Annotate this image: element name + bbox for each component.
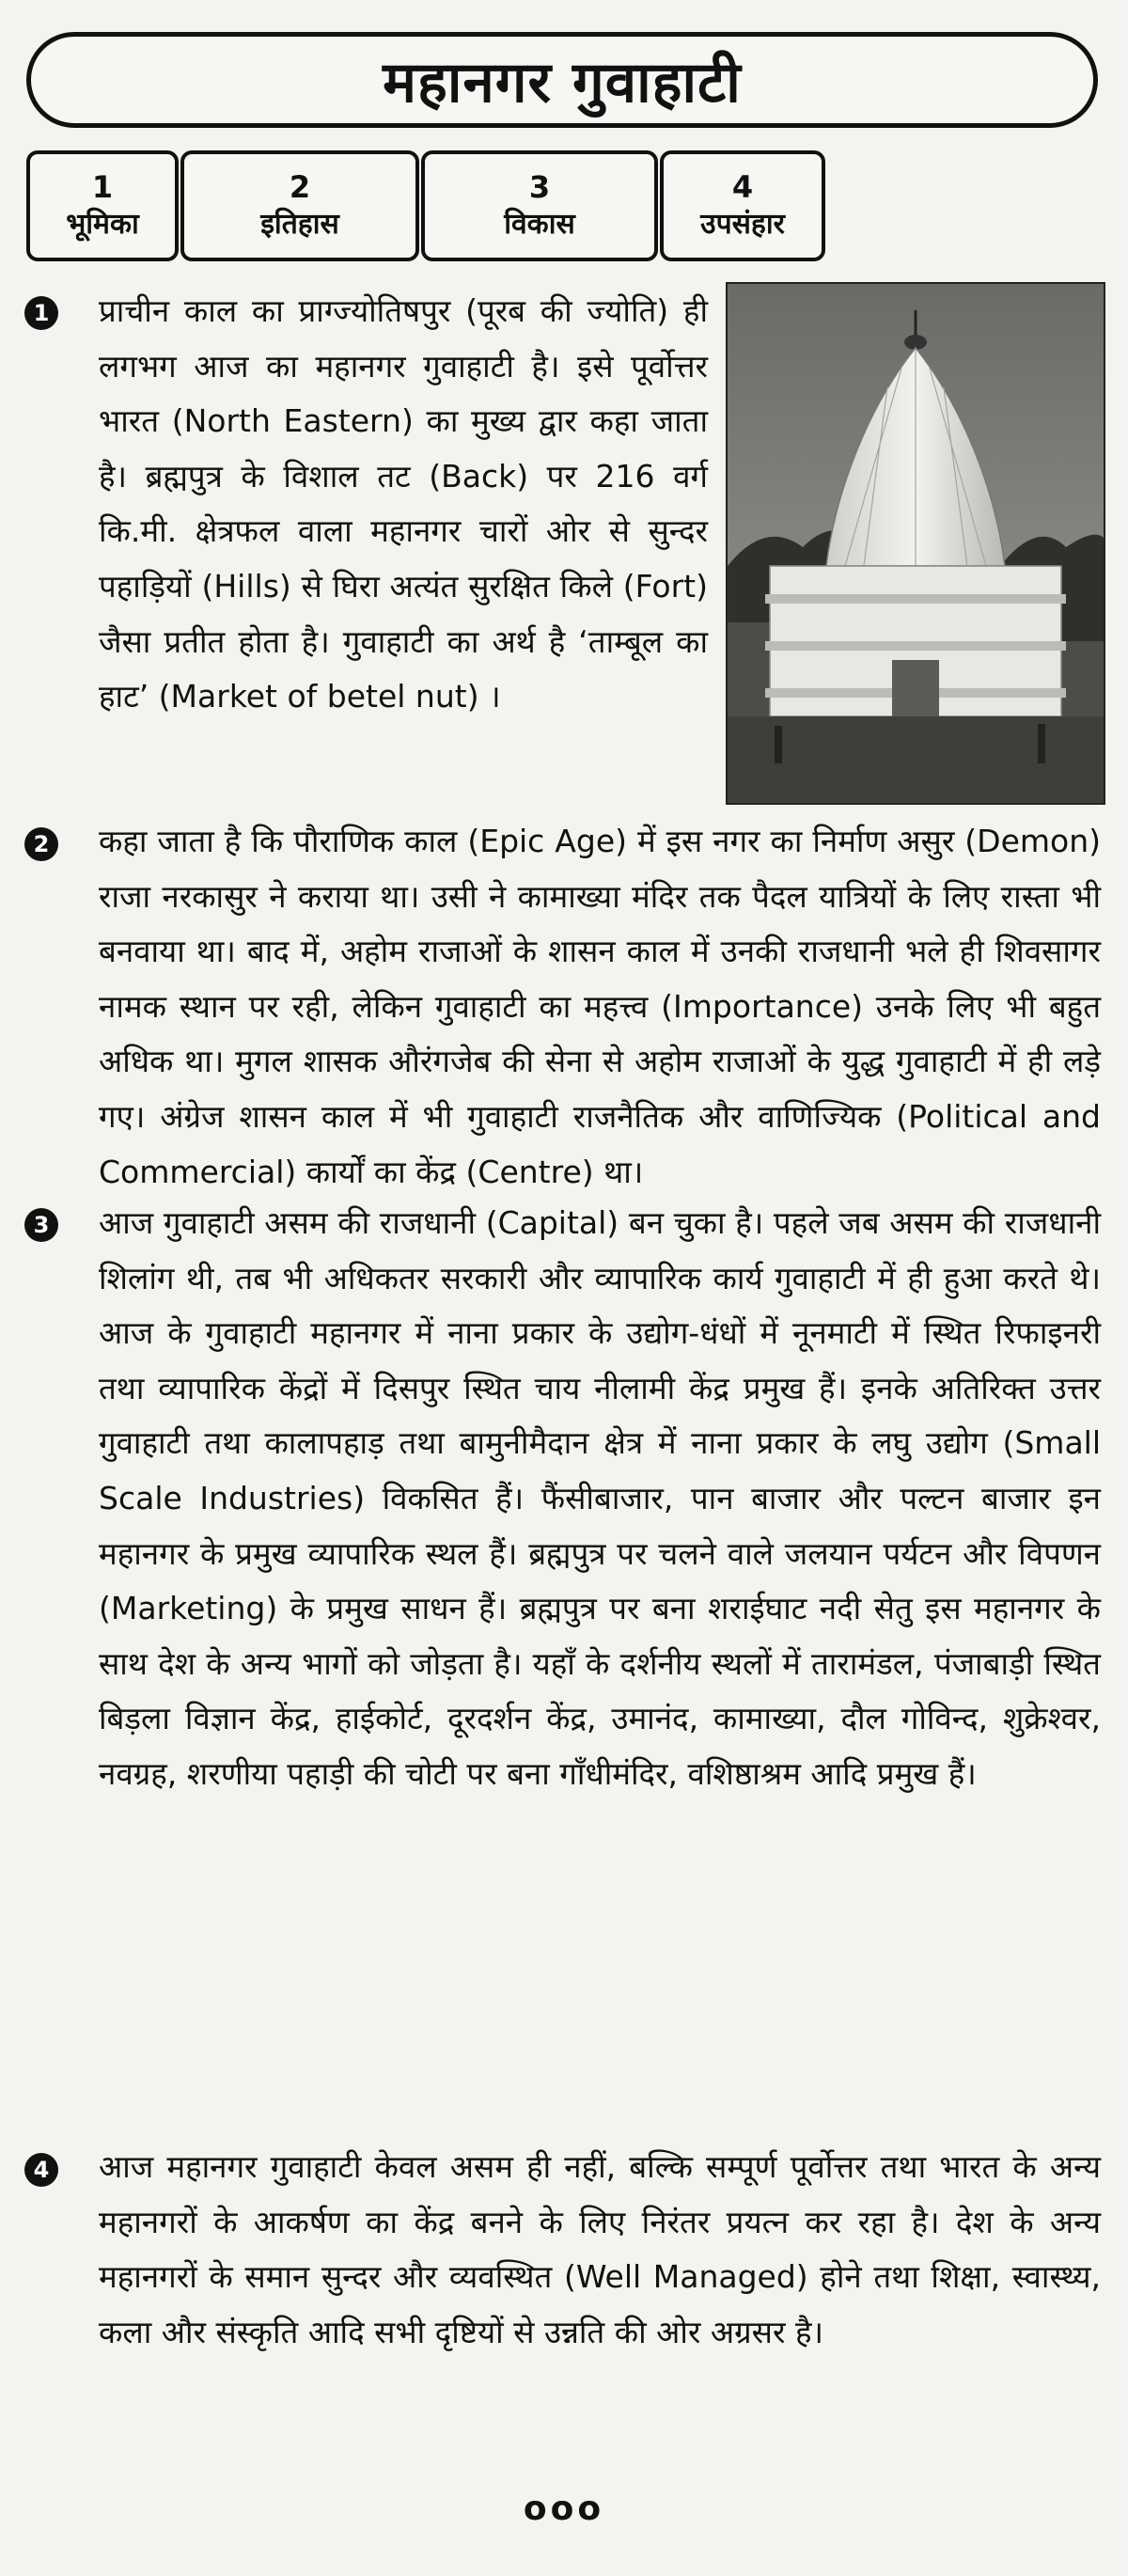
tab-number: 1: [91, 168, 114, 205]
tab-number: 2: [289, 168, 311, 205]
tab-label: विकास: [504, 207, 575, 241]
paragraph-marker-2: 2: [24, 827, 58, 861]
paragraph-marker-1: 1: [24, 296, 58, 330]
paragraph-3: आज गुवाहाटी असम की राजधानी (Capital) बन चुका है। पहले जब असम की राजधानी शिलांग थी, तब भी अधिकतर सरकारी और व्यापारिक कार्य गुवाहाटी में ही हुआ करते थे। आज के गुवाहाटी महानगर में नाना प्रकार के उद्योग-धंधों में नूनमाटी में स्थित रिफाइनरी तथा व्यापारिक केंद्रों में दिसपुर स्थित चाय नीलामी केंद्र प्रमुख हैं। इनके अतिरिक्त उत्तर गुवाहाटी तथा कालापहाड़ तथा बामुनीमैदान क्षेत्र में नाना प्रकार के लघु उद्योग (Small Scale Industries) विकसित हैं। फैंसीबाजार, पान बाजार और पल्टन बाजार इन महानगर के प्रमुख व्यापारिक स्थल हैं। ब्रह्मपुत्र पर चलने वाले जलयान पर्यटन और विपणन (Marketing) के प्रमुख साधन हैं। ब्रह्मपुत्र पर बना शराईघाट नदी सेतु इस महानगर के साथ देश के अन्य भागों को जोड़ता है। यहाँ के दर्शनीय स्थलों में तारामंडल, पंजाबाड़ी स्थित बिड़ला विज्ञान केंद्र, हाईकोर्ट, दूरदर्शन केंद्र, उमानंद, कामाख्या, दौल गोविन्द, शुक्रेश्वर, नवग्रह, शरणीया पहाड़ी की चोटी पर बना गाँधीमंदिर, वशिष्ठाश्रम आदि प्रमुख हैं।: [99, 1204, 1101, 1792]
tab-upsanhar: [660, 150, 825, 261]
tab-bhumika: [26, 150, 179, 261]
tab-number: 3: [528, 168, 551, 205]
paragraph-marker-4: 4: [24, 2153, 58, 2187]
tab-number: 4: [731, 168, 754, 205]
paragraph-marker-3: 3: [24, 1208, 58, 1242]
paragraph-4: आज महानगर गुवाहाटी केवल असम ही नहीं, बल्कि सम्पूर्ण पूर्वोत्तर तथा भारत के अन्य महानगरों के आकर्षण का केंद्र बनने के लिए निरंतर प्रयत्न कर रहा है। देश के अन्य महानगरों के समान सुन्दर और व्यवस्थित (Well Managed) होने तथा शिक्षा, स्वास्थ्य, कला और संस्कृति आदि सभी दृष्टियों से उन्नति की ओर अग्रसर है।: [99, 2148, 1101, 2350]
tab-itihas: [180, 150, 419, 261]
page-title: महानगर गुवाहाटी: [383, 50, 742, 116]
title-banner: [26, 32, 1098, 128]
paragraph-2: कहा जाता है कि पौराणिक काल (Epic Age) में इस नगर का निर्माण असुर (Demon) राजा नरकासुर ने कराया था। उसी ने कामाख्या मंदिर तक पैदल यात्रियों के लिए रास्ता भी बनवाया था। बाद में, अहोम राजाओं के शासन काल में उनकी राजधानी भले ही शिवसागर नामक स्थान पर रही, लेकिन गुवाहाटी का महत्त्व (Importance) उनके लिए भी बहुत अधिक था। मुगल शासक औरंगजेब की सेना से अहोम राजाओं के युद्ध गुवाहाटी में ही लड़े गए। अंग्रेज शासन काल में भी गुवाहाटी राजनैतिक और वाणिज्यिक (Political and Commercial) कार्यों का केंद्र (Centre) था।: [99, 823, 1101, 1190]
temple-illustration: [728, 284, 1104, 803]
tab-label: इतिहास: [260, 207, 339, 241]
tab-label: भूमिका: [66, 207, 139, 241]
tab-vikas: [421, 150, 658, 261]
end-mark: ooo: [523, 2490, 605, 2528]
kamakhya-temple-photo: [726, 282, 1105, 805]
tab-label: उपसंहार: [700, 207, 785, 241]
paragraph-1: प्राचीन काल का प्राग्ज्योतिषपुर (पूरब की ज्योति) ही लगभग आज का महानगर गुवाहाटी है। इसे पूर्वोत्तर भारत (North Eastern) का मुख्य द्वार कहा जाता है। ब्रह्मपुत्र के विशाल तट (Back) पर 216 वर्ग कि.मी. क्षेत्रफल वाला महानगर चारों ओर से सुन्दर पहाड़ियों (Hills) से घिरा अत्यंत सुरक्षित किले (Fort) जैसा प्रतीत होता है। गुवाहाटी का अर्थ है ‘ताम्बूल का हाट’ (Market of betel nut) ।: [99, 292, 708, 715]
